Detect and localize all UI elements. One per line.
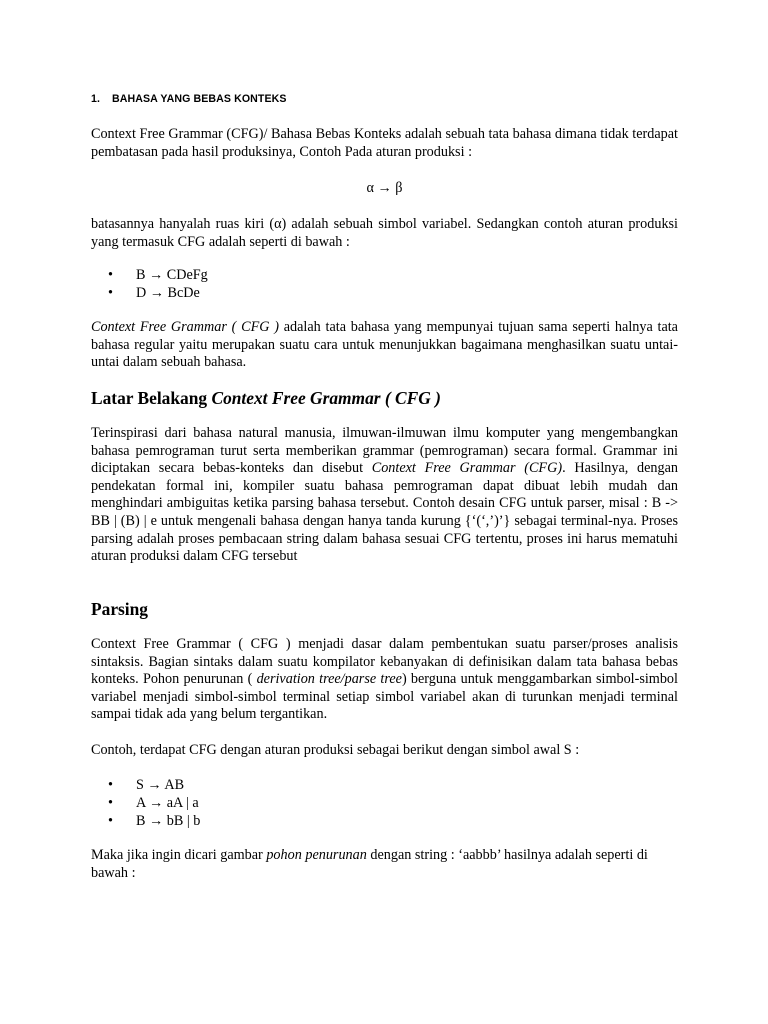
rule-alpha-beta: α → β <box>366 180 403 196</box>
section-title: BAHASA YANG BEBAS KONTEKS <box>112 93 287 105</box>
list-item: • B → bB | b <box>108 813 201 829</box>
list-item: • D → BcDe <box>108 285 200 301</box>
heading-latar-belakang: Latar Belakang Context Free Grammar ( CFG ) <box>91 388 441 408</box>
bullet-icon: • <box>108 813 113 829</box>
bullet-icon: • <box>108 267 113 283</box>
bullet-icon: • <box>108 777 113 793</box>
paragraph-batasan: batasannya hanyalah ruas kiri (α) adalah sebuah simbol variabel. Sedangkan contoh aturan produksi yang termasuk CFG adalah seperti di bawah : <box>91 216 678 250</box>
paragraph-cfg-definition: Context Free Grammar (CFG)/ Bahasa Bebas Konteks adalah sebuah tata bahasa dimana tidak terdapat pembatasan pada hasil produksinya, Contoh Pada aturan produksi : <box>91 126 678 160</box>
list-item: • S → AB <box>108 777 185 793</box>
list-item: • B → CDeFg <box>108 267 208 283</box>
bullet-list-cfg-examples <box>91 266 208 302</box>
paragraph-pohon-penurunan: Maka jika ingin dicari gambar pohon penurunan dengan string : ‘aabbb’ hasilnya adalah seperti di bawah : <box>91 847 648 881</box>
paragraph-contoh-cfg: Contoh, terdapat CFG dengan aturan produksi sebagai berikut dengan simbol awal S : <box>91 742 580 758</box>
paragraph-latar-belakang: Terinspirasi dari bahasa natural manusia, ilmuwan-ilmuwan ilmu komputer yang mengembangkan bahasa pemrograman turut serta memberikan grammar (pemrograman) secara formal. Grammar ini diciptakan secara bebas-konteks dan disebut Context Free Grammar (CFG). Hasilnya, dengan pendekatan formal ini, kompiler suatu bahasa pemrograman dapat dibuat lebih mudah dan menghindari ambiguitas ketika parsing bahasa tersebut. Contoh desain CFG untuk parser, misal : B -> BB | (B) | e untuk mengenali bahasa dengan hanya tanda kurung {‘(‘,’)’} sebagai terminal-nya. Proses parsing adalah proses pembacaan string dalam bahasa sesuai CFG tertentu, proses ini harus mematuhi aturan produksi dalam CFG tersebut <box>91 425 678 565</box>
bullet-icon: • <box>108 795 113 811</box>
paragraph-parsing: Context Free Grammar ( CFG ) menjadi dasar dalam pembentukan suatu parser/proses analisis sintaksis. Bagian sintaks dalam suatu kompilator kebanyakan di definisikan dalam tata bahasa bebas konteks. Pohon penurunan ( derivation tree/parse tree) berguna untuk menggambarkan simbol-simbol variabel menjadi simbol-simbol terminal setiap simbol variabel akan di turunkan menjadi terminal sampai tidak ada yang belum tergantikan. <box>91 636 678 723</box>
list-item: • A → aA | a <box>108 795 199 811</box>
section-heading-bahasa-bebas-konteks <box>91 93 287 105</box>
heading-parsing: Parsing <box>91 599 149 619</box>
bullet-icon: • <box>108 285 113 301</box>
bullet-list-production-rules <box>91 776 200 830</box>
paragraph-cfg-purpose: Context Free Grammar ( CFG ) adalah tata bahasa yang mempunyai tujuan sama seperti halnya tata bahasa regular yaitu merupakan suatu cara untuk menunjukkan bagaimana menghasilkan suatu untai-untai dalam sebuah bahasa. <box>91 319 678 371</box>
section-number: 1. <box>91 93 101 105</box>
